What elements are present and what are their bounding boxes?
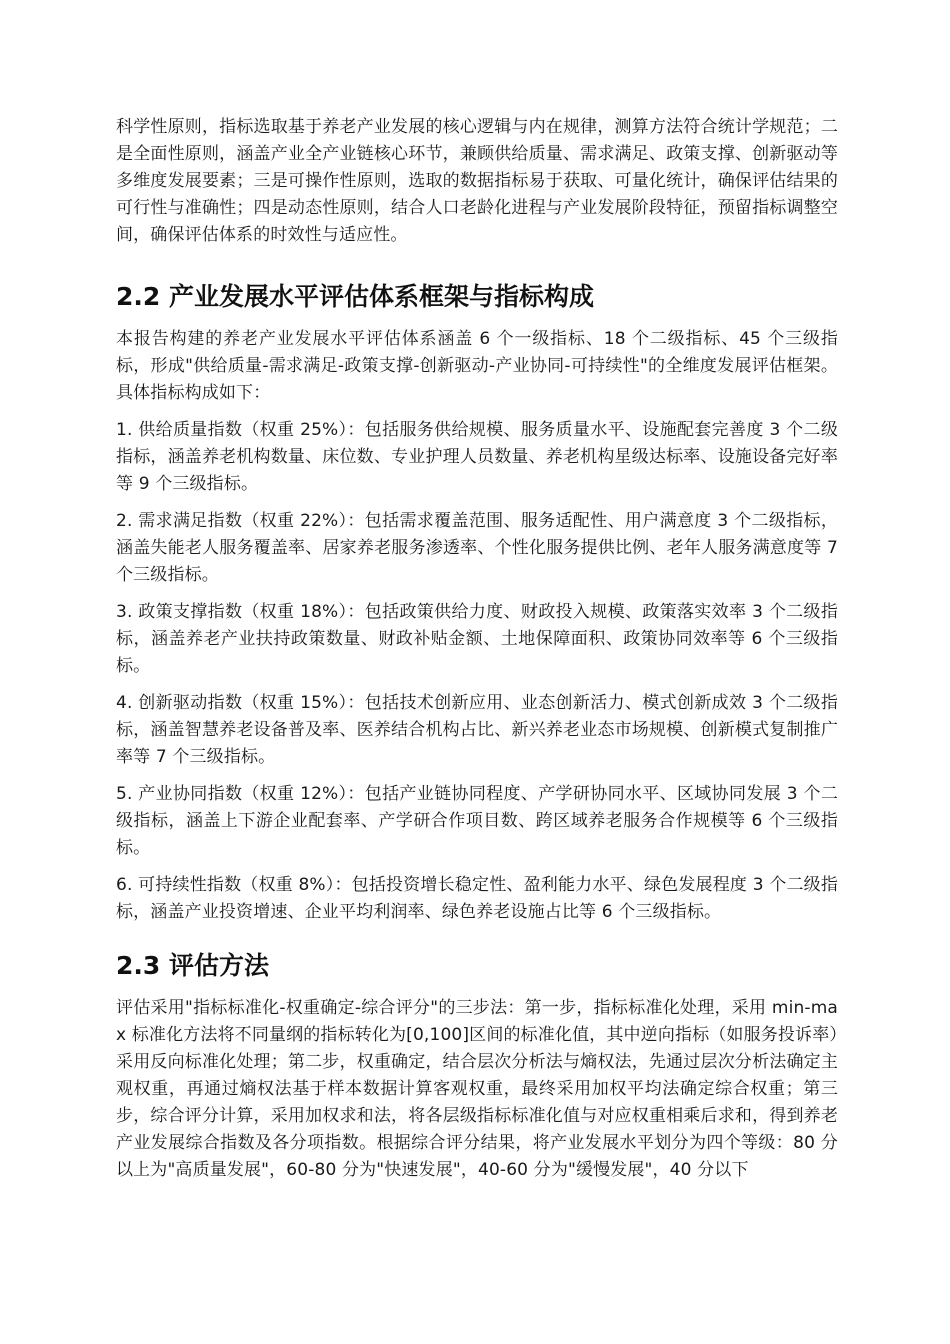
indicator-item-1: 1. 供给质量指数（权重 25%）：包括服务供给规模、服务质量水平、设施配套完善度 3 个二级指标，涵盖养老机构数量、床位数、专业护理人员数量、养老机构星级达标率、设施设备完好率等 9 个三级指标。 [116, 420, 838, 494]
section-heading-2-3: 2.3 评估方法 [116, 951, 269, 980]
indicator-item-2: 2. 需求满足指数（权重 22%）：包括需求覆盖范围、服务适配性、用户满意度 3 个二级指标，涵盖失能老人服务覆盖率、居家养老服务渗透率、个性化服务提供比例、老年人服务满意度等 7 个三级指标。 [116, 511, 838, 585]
section-2-2-intro: 本报告构建的养老产业发展水平评估体系涵盖 6 个一级指标、18 个二级指标、45 个三级指标，形成"供给质量-需求满足-政策支撑-创新驱动-产业协同-可持续性"的全维度发展评估框架。具体指标构成如下： [116, 329, 838, 403]
intro-paragraph: 科学性原则，指标选取基于养老产业发展的核心逻辑与内在规律，测算方法符合统计学规范；二是全面性原则，涵盖产业全产业链核心环节，兼顾供给质量、需求满足、政策支撑、创新驱动等多维度发展要素；三是可操作性原则，选取的数据指标易于获取、可量化统计，确保评估结果的可行性与准确性；四是动态性原则，结合人口老龄化进程与产业发展阶段特征，预留指标调整空间，确保评估体系的时效性与适应性。 [116, 117, 838, 245]
section-2-3-paragraph: 评估采用"指标标准化-权重确定-综合评分"的三步法：第一步，指标标准化处理，采用 min-max 标准化方法将不同量纲的指标转化为[0,100]区间的标准化值，其中逆向指标（如服务投诉率）采用反向标准化处理；第二步，权重确定，结合层次分析法与熵权法，先通过层次分析法确定主观权重，再通过熵权法基于样本数据计算客观权重，最终采用加权平均法确定综合权重；第三步，综合评分计算，采用加权求和法，将各层级指标标准化值与对应权重相乘后求和，得到养老产业发展综合指数及各分项指数。根据综合评分结果，将产业发展水平划分为四个等级：80 分以上为"高质量发展"，60-80 分为"快速发展"，40-60 分为"缓慢发展"，40 分以下 [116, 998, 838, 1180]
section-heading-2-2: 2.2 产业发展水平评估体系框架与指标构成 [116, 282, 594, 311]
indicator-item-6: 6. 可持续性指数（权重 8%）：包括投资增长稳定性、盈利能力水平、绿色发展程度 3 个二级指标，涵盖产业投资增速、企业平均利润率、绿色养老设施占比等 6 个三级指标。 [116, 875, 838, 922]
indicator-item-5: 5. 产业协同指数（权重 12%）：包括产业链协同程度、产学研协同水平、区域协同发展 3 个二级指标，涵盖上下游企业配套率、产学研合作项目数、跨区域养老服务合作规模等 6 个三级指标。 [116, 784, 838, 858]
indicator-item-3: 3. 政策支撑指数（权重 18%）：包括政策供给力度、财政投入规模、政策落实效率 3 个二级指标，涵盖养老产业扶持政策数量、财政补贴金额、土地保障面积、政策协同效率等 6 个三级指标。 [116, 602, 838, 676]
indicator-item-4: 4. 创新驱动指数（权重 15%）：包括技术创新应用、业态创新活力、模式创新成效 3 个二级指标，涵盖智慧养老设备普及率、医养结合机构占比、新兴养老业态市场规模、创新模式复制推广率等 7 个三级指标。 [116, 693, 838, 767]
document-page [116, 114, 838, 1184]
